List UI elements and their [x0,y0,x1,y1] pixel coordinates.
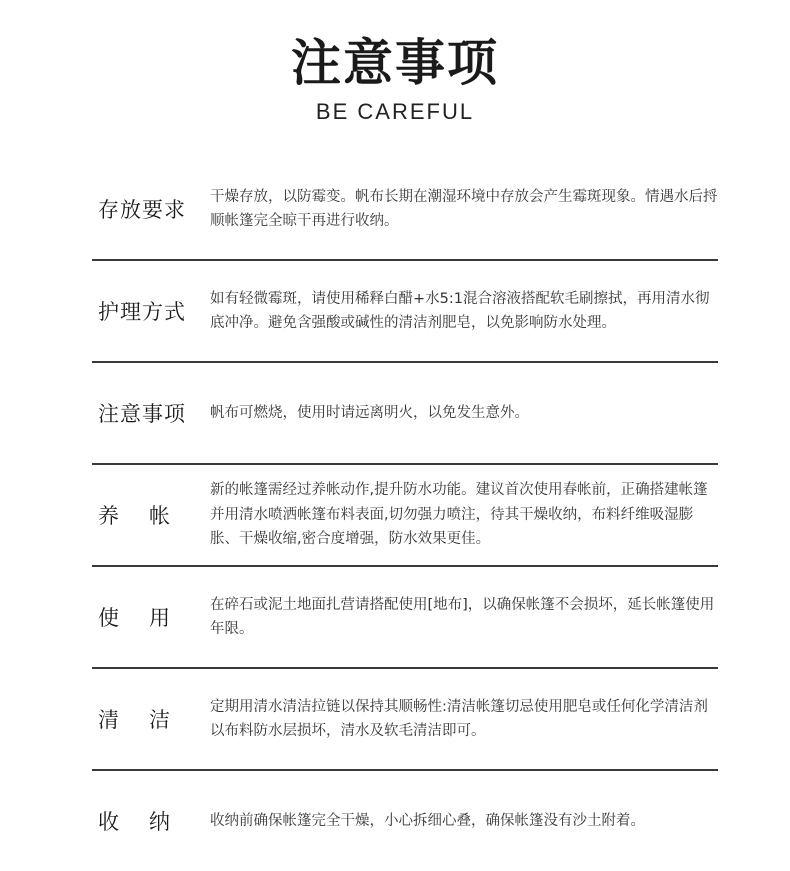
section-label: 养帐 [98,504,200,528]
care-sections [92,159,718,871]
section-caution [92,363,718,463]
section-label: 存放要求 [98,198,186,222]
section-label: 清洁 [98,708,200,732]
page-subtitle: BE CAREFUL [315,99,475,124]
section-label: 使用 [98,606,200,630]
section-text: 定期用清水清洁拉链以保持其顺畅性:清洁帐篷切忌使用肥皂或任何化学清洁剂以布料防水层损坏，清水及软毛清洁即可。 [210,698,708,739]
section-seasoning [92,465,718,565]
section-usage [92,567,718,667]
section-label: 收纳 [98,810,200,834]
section-text: 干燥存放，以防霉变。帆布长期在潮湿环境中存放会产生霉斑现象。情遇水后捋顺帐篷完全晾干再进行收纳。 [210,188,718,229]
section-text: 新的帐篷需经过养帐动作,提升防水功能。建议首次使用春帐前，正确搭建帐篷并用清水喷洒帐篷布料表面,切勿强力喷注，待其干燥收纳，布料纤维吸湿膨胀、干燥收缩,密合度增强，防水效果更佳。 [210,482,708,548]
section-text: 在碎石或泥土地面扎营请搭配使用[地布]，以确保帐篷不会损坏，延长帐篷使用年限。 [210,596,715,637]
page-title: 注意事项 [291,34,499,92]
section-care [92,261,718,361]
section-cleaning [92,669,718,769]
section-label: 注意事项 [98,402,186,426]
page-header [0,0,790,140]
section-text: 如有轻微霉斑，请使用稀释白醋+水5:1混合溶液搭配软毛刷擦拭，再用清水彻底冲净。避免含强酸或碱性的清洁剂肥皂，以免影响防水处理。 [210,290,710,331]
section-storage [92,159,718,259]
section-text: 收纳前确保帐篷完全干燥，小心拆细心叠，确保帐篷没有沙土附着。 [210,812,645,829]
section-text: 帆布可燃烧，使用时请远离明火，以免发生意外。 [210,404,529,421]
section-label: 护理方式 [98,300,186,324]
section-packing [92,771,718,871]
